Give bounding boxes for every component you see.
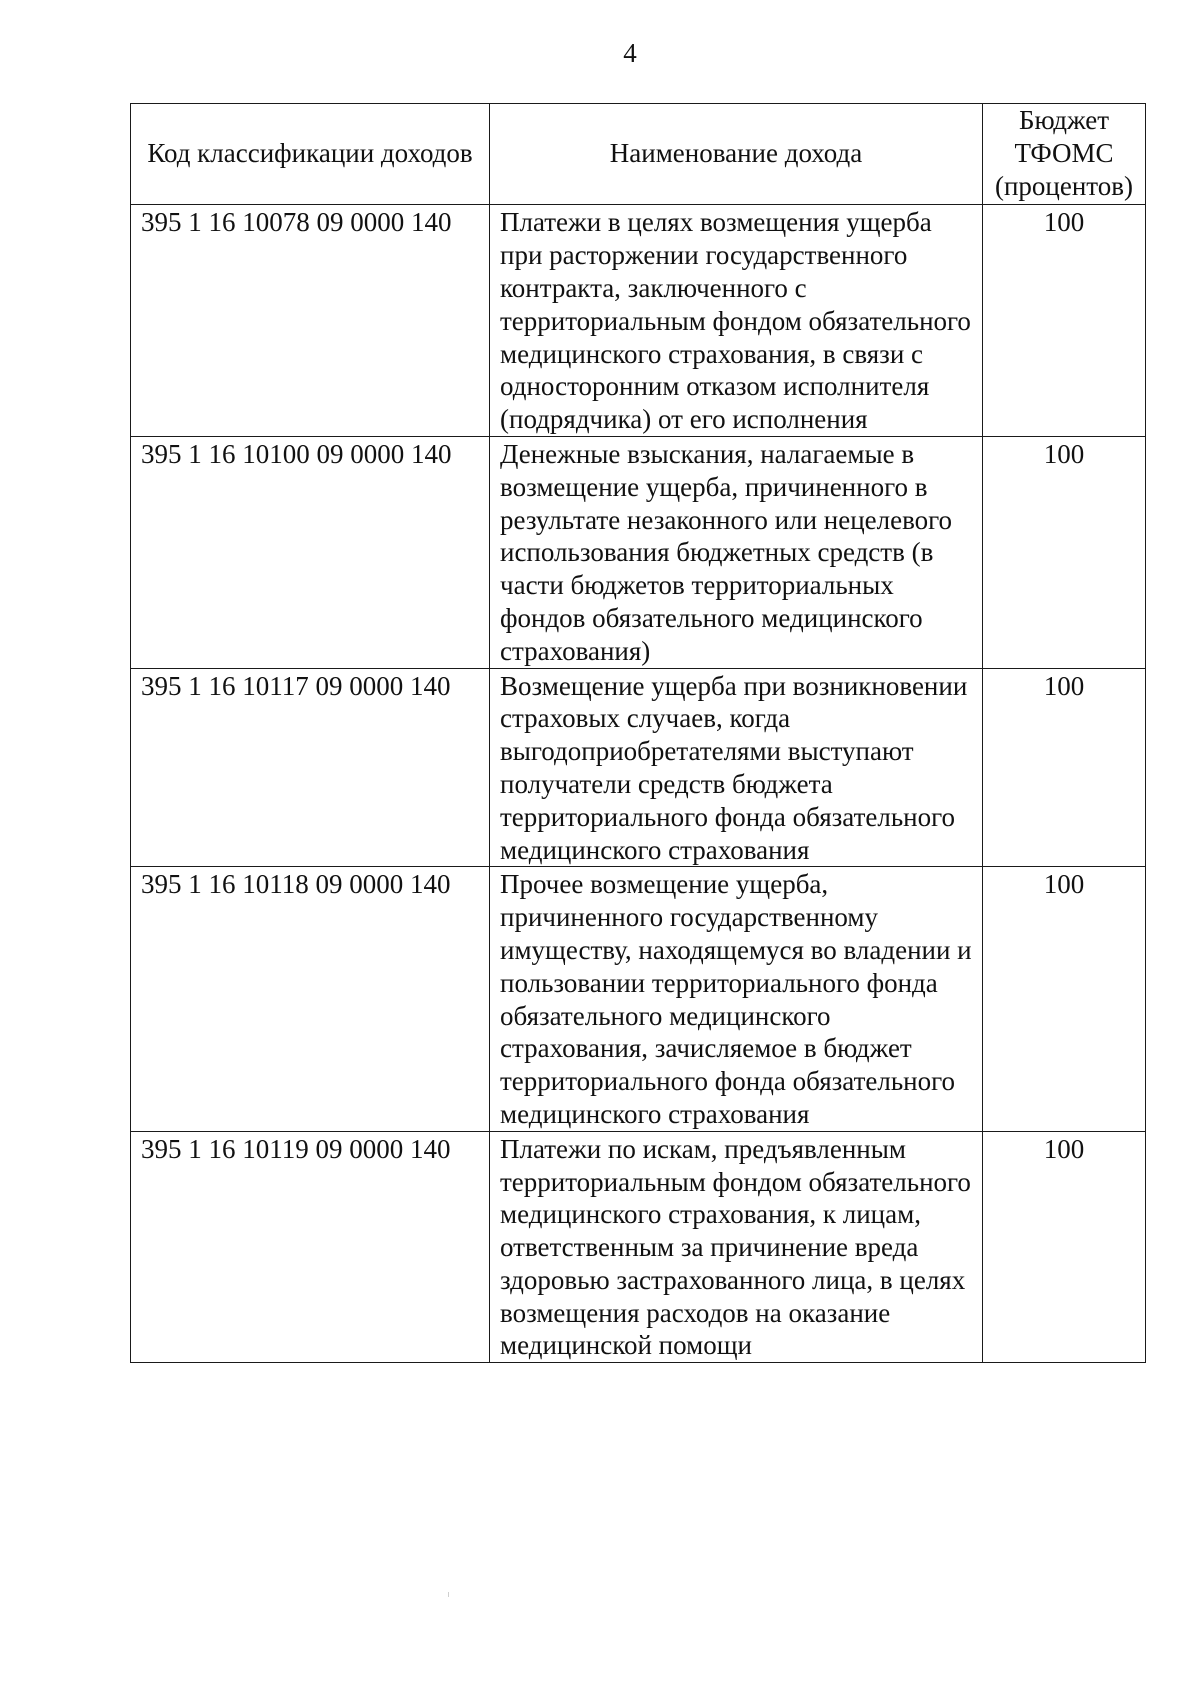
- header-code: Код классификации доходов: [131, 104, 490, 205]
- table-row: [131, 668, 1146, 867]
- row-name: Денежные взыскания, налагаемые в возмещение ущерба, причиненного в результате незаконного или нецелевого использования бюджетных средств (в части бюджетов территориальных фондов обязательного медицинского страхования): [490, 436, 983, 668]
- row-code: 395 1 16 10117 09 0000 140: [131, 668, 490, 867]
- row-percent: 100: [983, 867, 1146, 1131]
- row-percent: 100: [983, 1131, 1146, 1363]
- row-name: Платежи по искам, предъявленным территориальным фондом обязательного медицинского страхования, к лицам, ответственным за причинение вреда здоровью застрахованного лица, в целях возмещения расходов на оказание медицинской помощи: [490, 1131, 983, 1363]
- table-row: [131, 436, 1146, 668]
- row-code: 395 1 16 10118 09 0000 140: [131, 867, 490, 1131]
- row-percent: 100: [983, 436, 1146, 668]
- row-code: 395 1 16 10078 09 0000 140: [131, 205, 490, 437]
- income-classification-table: [130, 103, 1146, 1363]
- row-name: Возмещение ущерба при возникновении страховых случаев, когда выгодоприобретателями выступают получатели средств бюджета территориального фонда обязательного медицинского страхования: [490, 668, 983, 867]
- table-row: [131, 1131, 1146, 1363]
- header-name: Наименование дохода: [490, 104, 983, 205]
- row-name: Платежи в целях возмещения ущерба при расторжении государственного контракта, заключенного с территориальным фондом обязательного медицинского страхования, в связи с односторонним отказом исполнителя (подрядчика) от его исполнения: [490, 205, 983, 437]
- row-code: 395 1 16 10100 09 0000 140: [131, 436, 490, 668]
- table-row: [131, 867, 1146, 1131]
- header-percent: Бюджет ТФОМС (процентов): [983, 104, 1146, 205]
- scan-artifact: [448, 1592, 449, 1597]
- table-header-row: [131, 104, 1146, 205]
- row-percent: 100: [983, 205, 1146, 437]
- row-code: 395 1 16 10119 09 0000 140: [131, 1131, 490, 1363]
- page-number: 4: [623, 38, 637, 68]
- table-row: [131, 205, 1146, 437]
- row-percent: 100: [983, 668, 1146, 867]
- row-name: Прочее возмещение ущерба, причиненного государственному имуществу, находящемуся во владении и пользовании территориального фонда обязательного медицинского страхования, зачисляемое в бюджет территориального фонда обязательного медицинского страхования: [490, 867, 983, 1131]
